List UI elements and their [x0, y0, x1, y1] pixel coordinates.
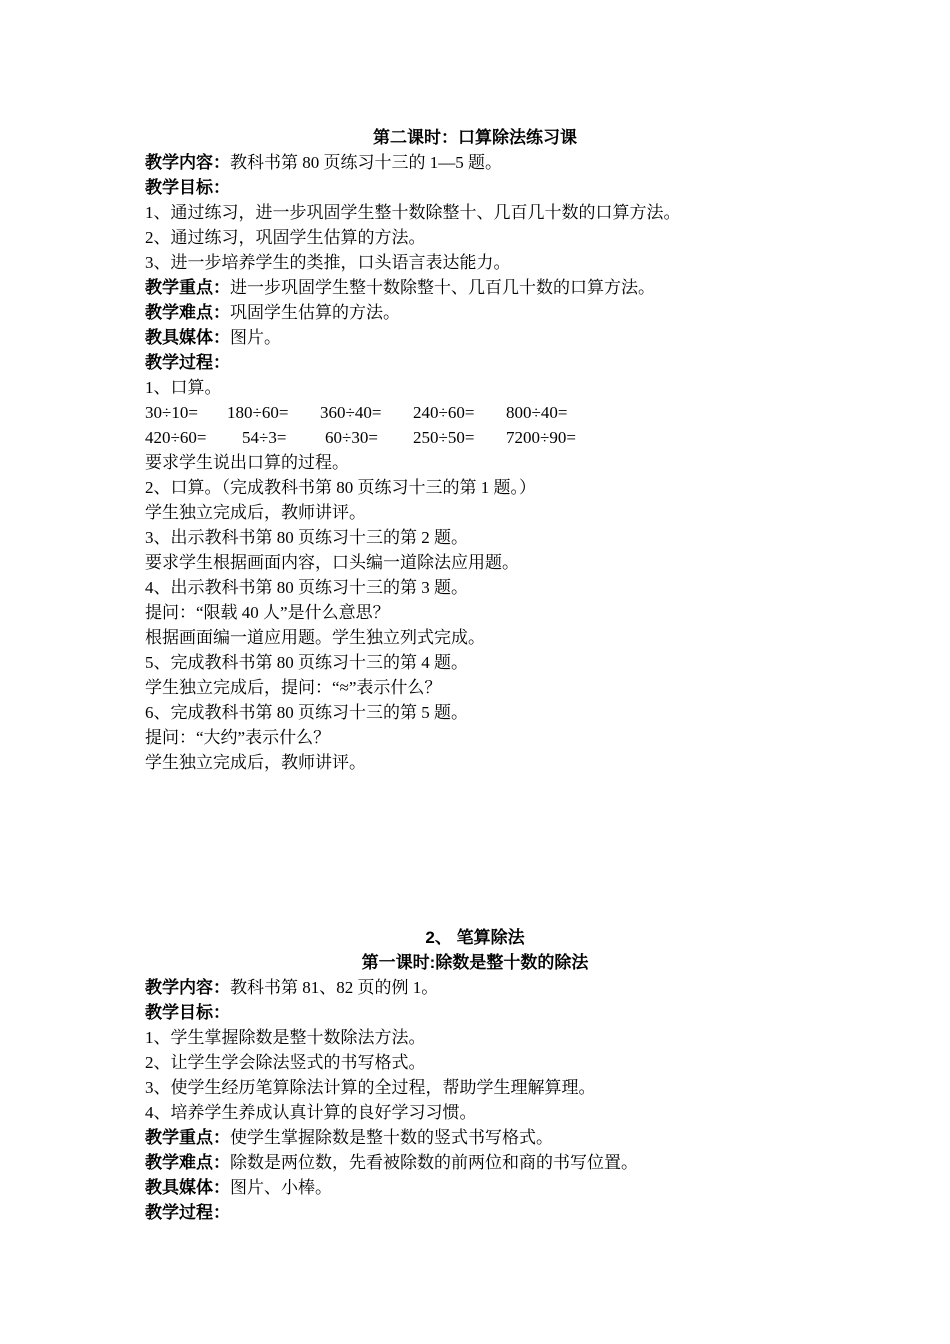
key-label: 教学重点： — [145, 278, 230, 297]
teaching-difficulty — [145, 1150, 638, 1175]
section-heading: 2、 笔算除法 — [425, 928, 525, 947]
calc-item: 250÷50= — [413, 428, 475, 447]
goal-item: 4、培养学生养成认真计算的良好学习习惯。 — [145, 1103, 477, 1122]
calc-item: 180÷60= — [227, 403, 289, 422]
content-text: 教科书第 80 页练习十三的 1—5 题。 — [230, 153, 502, 172]
teaching-key-point — [145, 1125, 553, 1150]
process-line: 提问：“大约”表示什么？ — [145, 728, 331, 747]
content-text: 教科书第 81、82 页的例 1。 — [230, 978, 439, 997]
difficulty-label: 教学难点： — [145, 1153, 230, 1172]
lesson-title: 第二课时：口算除法练习课 — [373, 128, 577, 147]
goals-label: 教学目标： — [145, 1003, 230, 1022]
process-line: 3、出示教科书第 80 页练习十三的第 2 题。 — [145, 528, 468, 547]
difficulty-text: 除数是两位数，先看被除数的前两位和商的书写位置。 — [230, 1153, 638, 1172]
goal-item: 1、通过练习，进一步巩固学生整十数除整十、几百几十数的口算方法。 — [145, 203, 681, 222]
process-line: 要求学生说出口算的过程。 — [145, 453, 349, 472]
process-line: 提问：“限载 40 人”是什么意思？ — [145, 603, 390, 622]
goal-item: 3、进一步培养学生的类推，口头语言表达能力。 — [145, 253, 511, 272]
process-line: 根据画面编一道应用题。学生独立列式完成。 — [145, 628, 485, 647]
calc-item: 240÷60= — [413, 403, 475, 422]
calc-item: 420÷60= — [145, 428, 207, 447]
calc-item: 7200÷90= — [506, 428, 576, 447]
process-line: 学生独立完成后，教师讲评。 — [145, 753, 366, 772]
media-text: 图片、小棒。 — [230, 1178, 332, 1197]
difficulty-label: 教学难点： — [145, 303, 230, 322]
calc-item: 54÷3= — [242, 428, 287, 447]
key-text: 使学生掌握除数是整十数的竖式书写格式。 — [230, 1128, 553, 1147]
difficulty-text: 巩固学生估算的方法。 — [230, 303, 400, 322]
process-step: 1、口算。 — [145, 378, 222, 397]
process-line: 2、口算。（完成教科书第 80 页练习十三的第 1 题。） — [145, 478, 536, 497]
process-line: 4、出示教科书第 80 页练习十三的第 3 题。 — [145, 578, 468, 597]
calc-item: 60÷30= — [325, 428, 378, 447]
goals-label: 教学目标： — [145, 178, 230, 197]
process-line: 学生独立完成后，教师讲评。 — [145, 503, 366, 522]
teaching-media — [145, 1175, 332, 1200]
lesson-title: 第一课时:除数是整十数的除法 — [361, 953, 589, 972]
teaching-media — [145, 325, 281, 350]
media-text: 图片。 — [230, 328, 281, 347]
key-label: 教学重点： — [145, 1128, 230, 1147]
content-label: 教学内容： — [145, 978, 230, 997]
calc-row — [145, 425, 845, 450]
calc-item: 360÷40= — [320, 403, 382, 422]
goal-item: 3、使学生经历笔算除法计算的全过程，帮助学生理解算理。 — [145, 1078, 596, 1097]
process-line: 6、完成教科书第 80 页练习十三的第 5 题。 — [145, 703, 468, 722]
key-text: 进一步巩固学生整十数除整十、几百几十数的口算方法。 — [230, 278, 655, 297]
content-label: 教学内容： — [145, 153, 230, 172]
calc-row — [145, 400, 845, 425]
goal-item: 2、让学生学会除法竖式的书写格式。 — [145, 1053, 426, 1072]
media-label: 教具媒体： — [145, 328, 230, 347]
process-line: 学生独立完成后，提问：“≈”表示什么？ — [145, 678, 442, 697]
teaching-content — [145, 150, 502, 175]
goal-item: 1、学生掌握除数是整十数除法方法。 — [145, 1028, 426, 1047]
process-line: 要求学生根据画面内容，口头编一道除法应用题。 — [145, 553, 519, 572]
teaching-difficulty — [145, 300, 400, 325]
calc-item: 30÷10= — [145, 403, 198, 422]
calc-item: 800÷40= — [506, 403, 568, 422]
process-label: 教学过程： — [145, 1203, 230, 1222]
goal-item: 2、通过练习，巩固学生估算的方法。 — [145, 228, 426, 247]
teaching-content — [145, 975, 438, 1000]
process-line: 5、完成教科书第 80 页练习十三的第 4 题。 — [145, 653, 468, 672]
teaching-key-point — [145, 275, 655, 300]
media-label: 教具媒体： — [145, 1178, 230, 1197]
process-label: 教学过程： — [145, 353, 230, 372]
